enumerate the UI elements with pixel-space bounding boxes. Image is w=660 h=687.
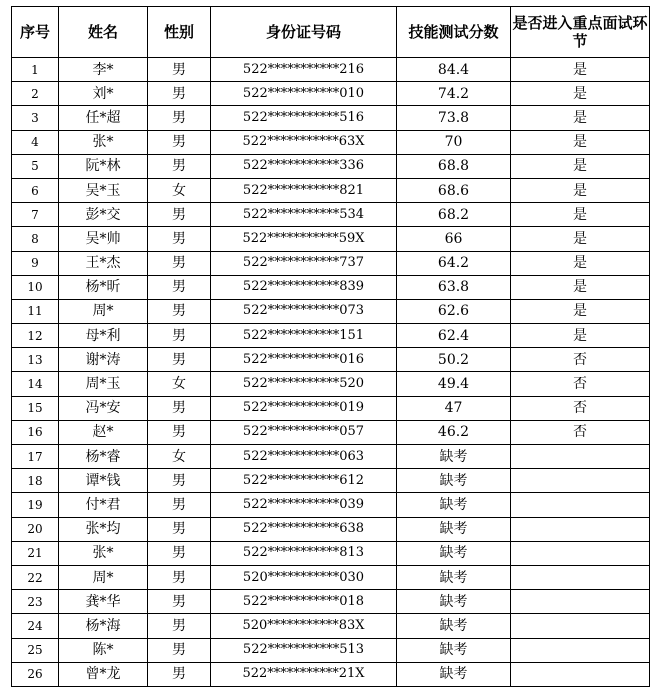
cell-advance bbox=[511, 565, 650, 589]
cell-id-number: 522***********216 bbox=[211, 58, 397, 82]
cell-score: 74.2 bbox=[397, 82, 511, 106]
cell-id-number: 522***********057 bbox=[211, 420, 397, 444]
cell-name: 杨*昕 bbox=[59, 275, 148, 299]
cell-id-number: 522***********520 bbox=[211, 372, 397, 396]
cell-name: 谭*钱 bbox=[59, 469, 148, 493]
cell-gender: 男 bbox=[148, 493, 211, 517]
cell-no: 5 bbox=[12, 154, 59, 178]
cell-no: 24 bbox=[12, 614, 59, 638]
cell-name: 谢*涛 bbox=[59, 348, 148, 372]
cell-name: 龚*华 bbox=[59, 590, 148, 614]
cell-no: 23 bbox=[12, 590, 59, 614]
header-no: 序号 bbox=[12, 7, 59, 58]
table-row bbox=[12, 106, 650, 130]
cell-no: 12 bbox=[12, 324, 59, 348]
cell-no: 21 bbox=[12, 541, 59, 565]
results-table bbox=[11, 6, 650, 687]
cell-score: 64.2 bbox=[397, 251, 511, 275]
cell-score: 62.6 bbox=[397, 299, 511, 323]
cell-gender: 男 bbox=[148, 130, 211, 154]
cell-id-number: 522***********063 bbox=[211, 445, 397, 469]
cell-gender: 男 bbox=[148, 203, 211, 227]
cell-score: 73.8 bbox=[397, 106, 511, 130]
cell-name: 周*玉 bbox=[59, 372, 148, 396]
table-row bbox=[12, 227, 650, 251]
cell-no: 7 bbox=[12, 203, 59, 227]
cell-no: 19 bbox=[12, 493, 59, 517]
cell-no: 20 bbox=[12, 517, 59, 541]
cell-name: 周* bbox=[59, 565, 148, 589]
cell-id-number: 522***********59X bbox=[211, 227, 397, 251]
cell-advance: 是 bbox=[511, 154, 650, 178]
cell-name: 周* bbox=[59, 299, 148, 323]
cell-score: 49.4 bbox=[397, 372, 511, 396]
cell-advance bbox=[511, 590, 650, 614]
cell-no: 1 bbox=[12, 58, 59, 82]
cell-score: 缺考 bbox=[397, 565, 511, 589]
table-row bbox=[12, 517, 650, 541]
cell-no: 16 bbox=[12, 420, 59, 444]
cell-gender: 男 bbox=[148, 396, 211, 420]
cell-id-number: 522***********612 bbox=[211, 469, 397, 493]
cell-score: 66 bbox=[397, 227, 511, 251]
cell-id-number: 522***********513 bbox=[211, 638, 397, 662]
cell-no: 25 bbox=[12, 638, 59, 662]
cell-advance: 是 bbox=[511, 203, 650, 227]
cell-id-number: 522***********151 bbox=[211, 324, 397, 348]
cell-id-number: 522***********638 bbox=[211, 517, 397, 541]
cell-advance: 是 bbox=[511, 82, 650, 106]
cell-id-number: 522***********63X bbox=[211, 130, 397, 154]
header-row bbox=[12, 7, 650, 58]
cell-no: 4 bbox=[12, 130, 59, 154]
table-row bbox=[12, 178, 650, 202]
cell-name: 付*君 bbox=[59, 493, 148, 517]
table-row bbox=[12, 251, 650, 275]
cell-advance: 否 bbox=[511, 372, 650, 396]
cell-score: 缺考 bbox=[397, 590, 511, 614]
cell-score: 缺考 bbox=[397, 469, 511, 493]
cell-score: 缺考 bbox=[397, 662, 511, 686]
cell-score: 68.6 bbox=[397, 178, 511, 202]
table-row bbox=[12, 614, 650, 638]
table-row bbox=[12, 638, 650, 662]
cell-no: 8 bbox=[12, 227, 59, 251]
table-body bbox=[12, 58, 650, 687]
cell-no: 11 bbox=[12, 299, 59, 323]
cell-name: 吴*帅 bbox=[59, 227, 148, 251]
cell-gender: 男 bbox=[148, 420, 211, 444]
cell-no: 18 bbox=[12, 469, 59, 493]
cell-no: 3 bbox=[12, 106, 59, 130]
cell-advance bbox=[511, 662, 650, 686]
header-advance: 是否进入重点面试环节 bbox=[511, 7, 650, 58]
header-gender: 性别 bbox=[148, 7, 211, 58]
cell-score: 70 bbox=[397, 130, 511, 154]
cell-no: 26 bbox=[12, 662, 59, 686]
cell-gender: 男 bbox=[148, 662, 211, 686]
cell-gender: 男 bbox=[148, 614, 211, 638]
cell-advance: 是 bbox=[511, 251, 650, 275]
cell-name: 曾*龙 bbox=[59, 662, 148, 686]
table-row bbox=[12, 130, 650, 154]
cell-no: 14 bbox=[12, 372, 59, 396]
table-row bbox=[12, 154, 650, 178]
cell-gender: 男 bbox=[148, 541, 211, 565]
cell-name: 王*杰 bbox=[59, 251, 148, 275]
table-row bbox=[12, 348, 650, 372]
cell-name: 张*均 bbox=[59, 517, 148, 541]
cell-advance: 否 bbox=[511, 348, 650, 372]
cell-score: 62.4 bbox=[397, 324, 511, 348]
cell-gender: 男 bbox=[148, 299, 211, 323]
cell-id-number: 522***********534 bbox=[211, 203, 397, 227]
cell-name: 赵* bbox=[59, 420, 148, 444]
table-row bbox=[12, 493, 650, 517]
cell-name: 李* bbox=[59, 58, 148, 82]
cell-no: 13 bbox=[12, 348, 59, 372]
cell-score: 47 bbox=[397, 396, 511, 420]
cell-score: 68.8 bbox=[397, 154, 511, 178]
cell-id-number: 522***********336 bbox=[211, 154, 397, 178]
table-row bbox=[12, 203, 650, 227]
table-row bbox=[12, 324, 650, 348]
cell-gender: 男 bbox=[148, 82, 211, 106]
cell-no: 6 bbox=[12, 178, 59, 202]
cell-id-number: 522***********737 bbox=[211, 251, 397, 275]
header-id-number: 身份证号码 bbox=[211, 7, 397, 58]
cell-name: 阮*林 bbox=[59, 154, 148, 178]
cell-name: 吴*玉 bbox=[59, 178, 148, 202]
cell-name: 杨*睿 bbox=[59, 445, 148, 469]
cell-score: 缺考 bbox=[397, 638, 511, 662]
table-row bbox=[12, 58, 650, 82]
cell-advance bbox=[511, 517, 650, 541]
cell-advance: 是 bbox=[511, 106, 650, 130]
cell-id-number: 522***********839 bbox=[211, 275, 397, 299]
cell-no: 15 bbox=[12, 396, 59, 420]
cell-gender: 男 bbox=[148, 590, 211, 614]
cell-gender: 男 bbox=[148, 565, 211, 589]
cell-advance bbox=[511, 541, 650, 565]
cell-gender: 男 bbox=[148, 348, 211, 372]
cell-name: 张* bbox=[59, 130, 148, 154]
cell-name: 刘* bbox=[59, 82, 148, 106]
cell-gender: 女 bbox=[148, 178, 211, 202]
table-row bbox=[12, 445, 650, 469]
cell-no: 22 bbox=[12, 565, 59, 589]
cell-score: 84.4 bbox=[397, 58, 511, 82]
cell-gender: 男 bbox=[148, 638, 211, 662]
cell-name: 张* bbox=[59, 541, 148, 565]
cell-id-number: 520***********83X bbox=[211, 614, 397, 638]
header-name: 姓名 bbox=[59, 7, 148, 58]
cell-id-number: 522***********018 bbox=[211, 590, 397, 614]
table-row bbox=[12, 469, 650, 493]
cell-gender: 男 bbox=[148, 469, 211, 493]
cell-advance bbox=[511, 469, 650, 493]
cell-advance: 否 bbox=[511, 396, 650, 420]
cell-gender: 男 bbox=[148, 324, 211, 348]
cell-id-number: 522***********019 bbox=[211, 396, 397, 420]
cell-gender: 女 bbox=[148, 445, 211, 469]
cell-gender: 男 bbox=[148, 251, 211, 275]
cell-advance: 是 bbox=[511, 275, 650, 299]
cell-advance: 是 bbox=[511, 130, 650, 154]
cell-name: 杨*海 bbox=[59, 614, 148, 638]
cell-advance: 是 bbox=[511, 299, 650, 323]
cell-id-number: 522***********516 bbox=[211, 106, 397, 130]
cell-id-number: 522***********010 bbox=[211, 82, 397, 106]
cell-gender: 男 bbox=[148, 106, 211, 130]
cell-score: 缺考 bbox=[397, 493, 511, 517]
table-row bbox=[12, 299, 650, 323]
table-row bbox=[12, 275, 650, 299]
cell-gender: 男 bbox=[148, 517, 211, 541]
cell-advance: 是 bbox=[511, 178, 650, 202]
cell-gender: 男 bbox=[148, 227, 211, 251]
cell-advance: 是 bbox=[511, 324, 650, 348]
cell-advance bbox=[511, 445, 650, 469]
cell-id-number: 522***********821 bbox=[211, 178, 397, 202]
cell-id-number: 522***********21X bbox=[211, 662, 397, 686]
cell-id-number: 522***********016 bbox=[211, 348, 397, 372]
cell-advance: 否 bbox=[511, 420, 650, 444]
cell-score: 缺考 bbox=[397, 517, 511, 541]
table-row bbox=[12, 541, 650, 565]
cell-no: 9 bbox=[12, 251, 59, 275]
table-row bbox=[12, 420, 650, 444]
cell-advance bbox=[511, 493, 650, 517]
cell-score: 缺考 bbox=[397, 445, 511, 469]
cell-no: 10 bbox=[12, 275, 59, 299]
table-row bbox=[12, 372, 650, 396]
cell-id-number: 522***********039 bbox=[211, 493, 397, 517]
cell-score: 63.8 bbox=[397, 275, 511, 299]
header-score: 技能测试分数 bbox=[397, 7, 511, 58]
table-row bbox=[12, 590, 650, 614]
cell-score: 68.2 bbox=[397, 203, 511, 227]
cell-name: 冯*安 bbox=[59, 396, 148, 420]
cell-name: 母*利 bbox=[59, 324, 148, 348]
cell-advance: 是 bbox=[511, 58, 650, 82]
cell-no: 2 bbox=[12, 82, 59, 106]
cell-score: 缺考 bbox=[397, 614, 511, 638]
cell-id-number: 522***********073 bbox=[211, 299, 397, 323]
cell-gender: 男 bbox=[148, 275, 211, 299]
cell-name: 陈* bbox=[59, 638, 148, 662]
table-row bbox=[12, 565, 650, 589]
cell-gender: 女 bbox=[148, 372, 211, 396]
table-row bbox=[12, 82, 650, 106]
cell-gender: 男 bbox=[148, 154, 211, 178]
table-row bbox=[12, 396, 650, 420]
cell-score: 46.2 bbox=[397, 420, 511, 444]
table-row bbox=[12, 662, 650, 686]
cell-id-number: 520***********030 bbox=[211, 565, 397, 589]
cell-score: 缺考 bbox=[397, 541, 511, 565]
cell-id-number: 522***********813 bbox=[211, 541, 397, 565]
cell-gender: 男 bbox=[148, 58, 211, 82]
cell-score: 50.2 bbox=[397, 348, 511, 372]
cell-advance bbox=[511, 638, 650, 662]
cell-name: 彭*交 bbox=[59, 203, 148, 227]
cell-no: 17 bbox=[12, 445, 59, 469]
cell-advance: 是 bbox=[511, 227, 650, 251]
cell-name: 任*超 bbox=[59, 106, 148, 130]
cell-advance bbox=[511, 614, 650, 638]
